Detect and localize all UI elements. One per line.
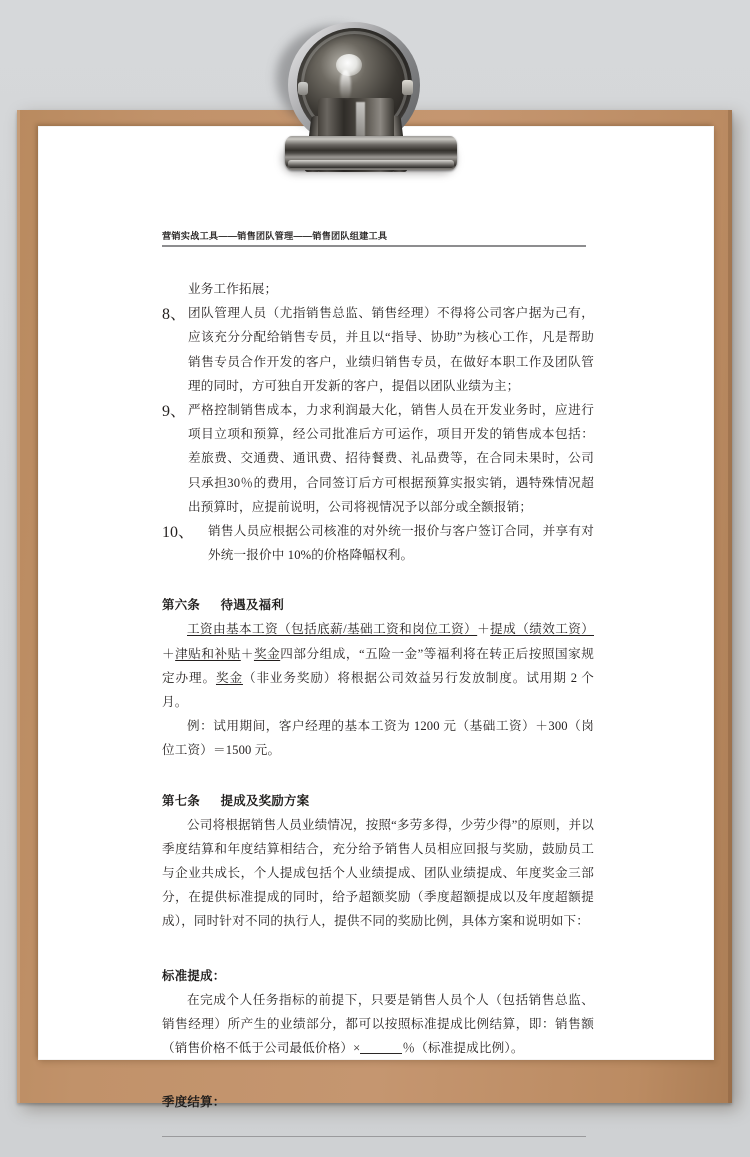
run-underlined: 工资由基本工资（包括底薪/基础工资和岗位工资） (187, 622, 478, 637)
salary-example-paragraph: 例：试用期间，客户经理的基本工资为 1200 元（基础工资）＋300（岗位工资）＝1500 元。 (162, 719, 594, 758)
list-item-number: 9、 (162, 403, 187, 421)
standard-commission-paragraph (162, 988, 594, 1061)
run-plain: ＋ (477, 622, 491, 637)
fill-in-blank[interactable] (360, 1053, 402, 1054)
list-item-10 (162, 519, 594, 567)
footer-rule (162, 1136, 586, 1137)
clipboard-board (17, 110, 732, 1110)
list-item-text: 销售人员应根据公司核准的对外统一报价与客户签订合同，并享有对外统一报价中 10%的价格降幅权利。 (208, 524, 594, 563)
clip-pin-right (402, 80, 413, 95)
clip-head-highlight (336, 54, 362, 76)
run-plain: 四部分组成，“五险一金”等福利将在转正后按照国家规定办理。 (162, 646, 595, 685)
run-plain: ＋ (240, 646, 254, 661)
run-underlined: 提成（绩效工资） (490, 622, 594, 637)
run-underlined: 奖金 (215, 670, 243, 685)
section-title: 提成及奖励方案 (220, 793, 310, 808)
clip-pin-left (298, 82, 308, 95)
run-underlined: 奖金 (253, 646, 281, 661)
paper-sheet (38, 126, 714, 1110)
spacer (162, 567, 594, 593)
spacer (162, 1060, 594, 1090)
list-item-8 (162, 301, 594, 398)
section-title: 待遇及福利 (220, 598, 285, 613)
continued-line: 业务工作拓展； (188, 282, 278, 296)
commission-intro-paragraph: 公司将根据销售人员业绩情况，按照“多劳多得，少劳少得”的原则，并以季度结算和年度结算相结合，充分给予销售人员相应回报与奖励，鼓励员工与企业共成长，个人提成包括个人业绩提成、团队业绩提成、年度奖金三部分，在提供标准提成的同时，给予超额奖励（季度超额提成以及年度超额提成），同时针对不同的执行人，提供不同的奖励比例，具体方案和说明如下： (162, 817, 594, 929)
salary-composition-paragraph (162, 617, 594, 714)
document-body (162, 228, 594, 1137)
spacer (162, 763, 594, 789)
subsection-heading-quarterly-settlement: 季度结算： (162, 1095, 226, 1110)
text-after-blank: ％（标准提成比例）。 (402, 1041, 524, 1056)
run-underlined: 津贴和补贴 (175, 646, 241, 661)
list-item-number: 10、 (162, 524, 195, 542)
section-heading-article-6 (162, 593, 594, 617)
list-item-text: 团队管理人员（尤指销售总监、销售经理）不得将公司客户据为己有，应该充分分配给销售专员，并且以“指导、协助”为核心工作，凡是帮助销售专员合作开发的客户，业绩归销售专员，在做好本职工作及团队管理的同时，方可独自开发新的客户，提倡以团队业绩为主； (188, 306, 594, 393)
list-item-text: 严格控制销售成本，力求利润最大化，销售人员在开发业务时，应进行项目立项和预算，经公司批准后方可运作，项目开发的销售成本包括：差旅费、交通费、通讯费、招待餐费、礼品费等，在合同未果时，公司只承担30％的费用，合同签订后方可根据预算实报实销，遇特殊情况超出预算时，应提前说明，公司将视情况予以部分或全额报销； (188, 403, 594, 514)
list-item-9 (162, 398, 594, 519)
clip-head-highlight-streak (340, 70, 351, 100)
subsection-heading-standard-commission: 标准提成： (162, 968, 226, 983)
header-rule (162, 245, 586, 247)
document-header: 营销实战工具——销售团队管理——销售团队组建工具 (162, 231, 388, 241)
spacer (162, 934, 594, 964)
text-before-blank: 在完成个人任务指标的前提下，只要是销售人员个人（包括销售总监、销售经理）所产生的业绩部分，都可以按照标准提成比例结算，即：销售额（销售价格不低于公司最低价格）× (162, 992, 594, 1056)
section-number: 第六条 (162, 598, 201, 613)
section-heading-article-7 (162, 789, 594, 813)
section-number: 第七条 (162, 793, 201, 808)
run-plain: ＋ (162, 646, 176, 661)
list-item-number: 8、 (162, 306, 187, 324)
run-plain: （非业务奖励）将根据公司效益另行发放制度。试用期 2 个月。 (162, 670, 594, 710)
